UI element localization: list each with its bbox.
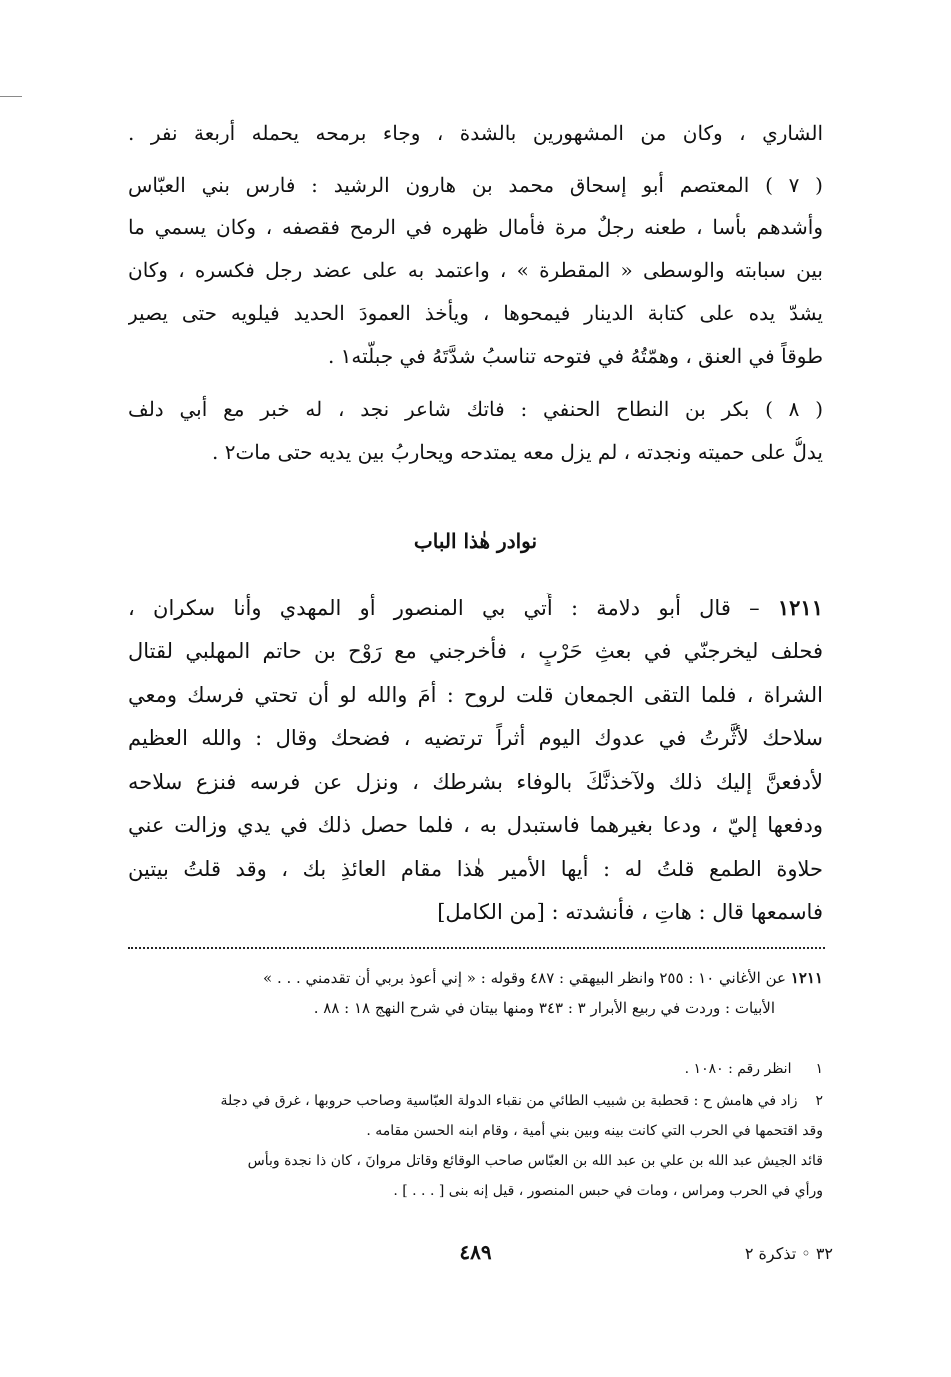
body-line-4: بين سبابته والوسطى « المقطرة » ، واعتمد به على عضد رجل فكسره ، وكان (128, 258, 823, 282)
body-line-7: ( ٨ ) بكر بن النطاح الحنفي : فاتك شاعر نجد ، له خبر مع أبي دلف (128, 397, 823, 421)
body-line-3: وأشدهم بأسا ، طعنه رجلٌ مرة فأمال ظهره في الرمح فقصفه ، وكان يسمي ما (128, 215, 823, 239)
entry-number: ١٢١١ (777, 595, 823, 620)
source-note-line-2 (128, 996, 823, 1020)
entry-line-3: الشراة ، فلما التقى الجمعان قلت لروح : أمَ والله لو أن تحتي فرسك ومعي (128, 683, 823, 707)
footnote-1 (128, 1058, 823, 1080)
source-note-line-2-text: الأبيات : وردت في ربيع الأبرار ٣ : ٣٤٣ ومنها بيتان في شرح النهج ١٨ : ٨٨ . (313, 999, 775, 1017)
body-line-5: يشدّ يده على كتابة الدينار فيمحوها ، ويأخذ العمودَ الحديد فيلويه حتى يصير (128, 301, 823, 325)
printer-signature: ٣٢ ◦ تذكرة ٢ (744, 1244, 833, 1263)
footnote-2-line-4: ورأي في الحرب ومراس ، ومات في حبس المنصور ، قيل إنه بنى [ . . . ] . (393, 1183, 823, 1199)
entry-line-5: لأدفعنَّ إليك ذلك ولآخذنَّكَ بالوفاء بشرطك ، ونزل عن فرسه فنزع سلاحه (128, 770, 823, 794)
body-line-8: يدلُّ على حميته ونجدته ، لم يزل معه يمتدحه ويحاربُ بين يديه حتى مات٢ . (212, 440, 823, 464)
footnote-2-line-2: وقد اقتحمها في الحرب التي كانت بينه وبين بني أمية ، وقام ابنه الحسن مقامه . (366, 1123, 823, 1139)
entry-first-line (128, 593, 823, 623)
footnote-1-text: انظر رقم : ١٠٨٠ . (684, 1061, 792, 1077)
entry-line-4: سلاحك لأثَّرتُ في عدوك اليوم أثراً ترتضيه ، فضحك وقال : والله العظيم (128, 726, 823, 750)
entry-line-8: فاسمعها قال : هاتِ ، فأنشدته : [من الكامل] (437, 900, 823, 924)
scan-edge-mark (0, 96, 22, 97)
section-heading: نوادر هٰذا الباب (413, 529, 538, 553)
entry-line-7: حلاوة الطمع قلتُ له : أيها الأمير هٰذا مقام العائذِ بك ، وقد قلتُ بيتين (128, 857, 823, 881)
body-line-6: طوقاً في العنق ، وهمّتُهُ في فتوحه تناسبُ شدَّتَهُ في جبلّته١ . (327, 344, 823, 368)
entry-first-line-text: – قال أبو دلامة : أُتي بي المنصور أو المهدي وأنا سكران ، (128, 596, 778, 620)
source-note-number: ١٢١١ (790, 969, 823, 987)
dotted-separator (128, 947, 825, 949)
source-note-line-1 (128, 966, 823, 990)
entry-line-2: فحلف ليخرجنّي في بعثِ حَرْبٍ ، فأخرجني مع رَوْح بن حاتم المهلبي لقتال (128, 639, 823, 663)
footnote-2-marker: ٢ (815, 1093, 823, 1109)
page-number: ٤٨٩ (459, 1240, 492, 1264)
body-line-2: ( ٧ ) المعتصم أبو إسحاق محمد بن هارون الرشيد : فارس بني العبّاس (128, 173, 823, 197)
body-line-1: الشاري ، وكان من المشهورين بالشدة ، وجاء برمحه يحمله أربعة نفر . (128, 121, 823, 145)
footnote-2-text-1: زاد في هامش ح : قحطبة بن شبيب الطائي من نقباء الدولة العبّاسية وصاحب حروبها ، غرق في دجلة (220, 1093, 798, 1109)
footnote-1-marker: ١ (815, 1061, 823, 1077)
footnote-2-line-3: قائد الجيش عبد الله بن علي بن عبد الله بن العبّاس صاحب الوقائع وقاتل مروانَ ، كان ذا نجدة وبأس (247, 1153, 823, 1169)
source-note-text: عن الأغاني ١٠ : ٢٥٥ وانظر البيهقي : ٤٨٧ وقوله : « إني أعوذ بربي أن تقدمني . . . » (263, 969, 791, 987)
footnote-2-line-1 (128, 1090, 823, 1112)
entry-line-6: ودفعها إليّ ، ودعا بغيرهما فاستبدل به ، فلما حصل ذلك في يدي وزالت عني (128, 813, 823, 837)
